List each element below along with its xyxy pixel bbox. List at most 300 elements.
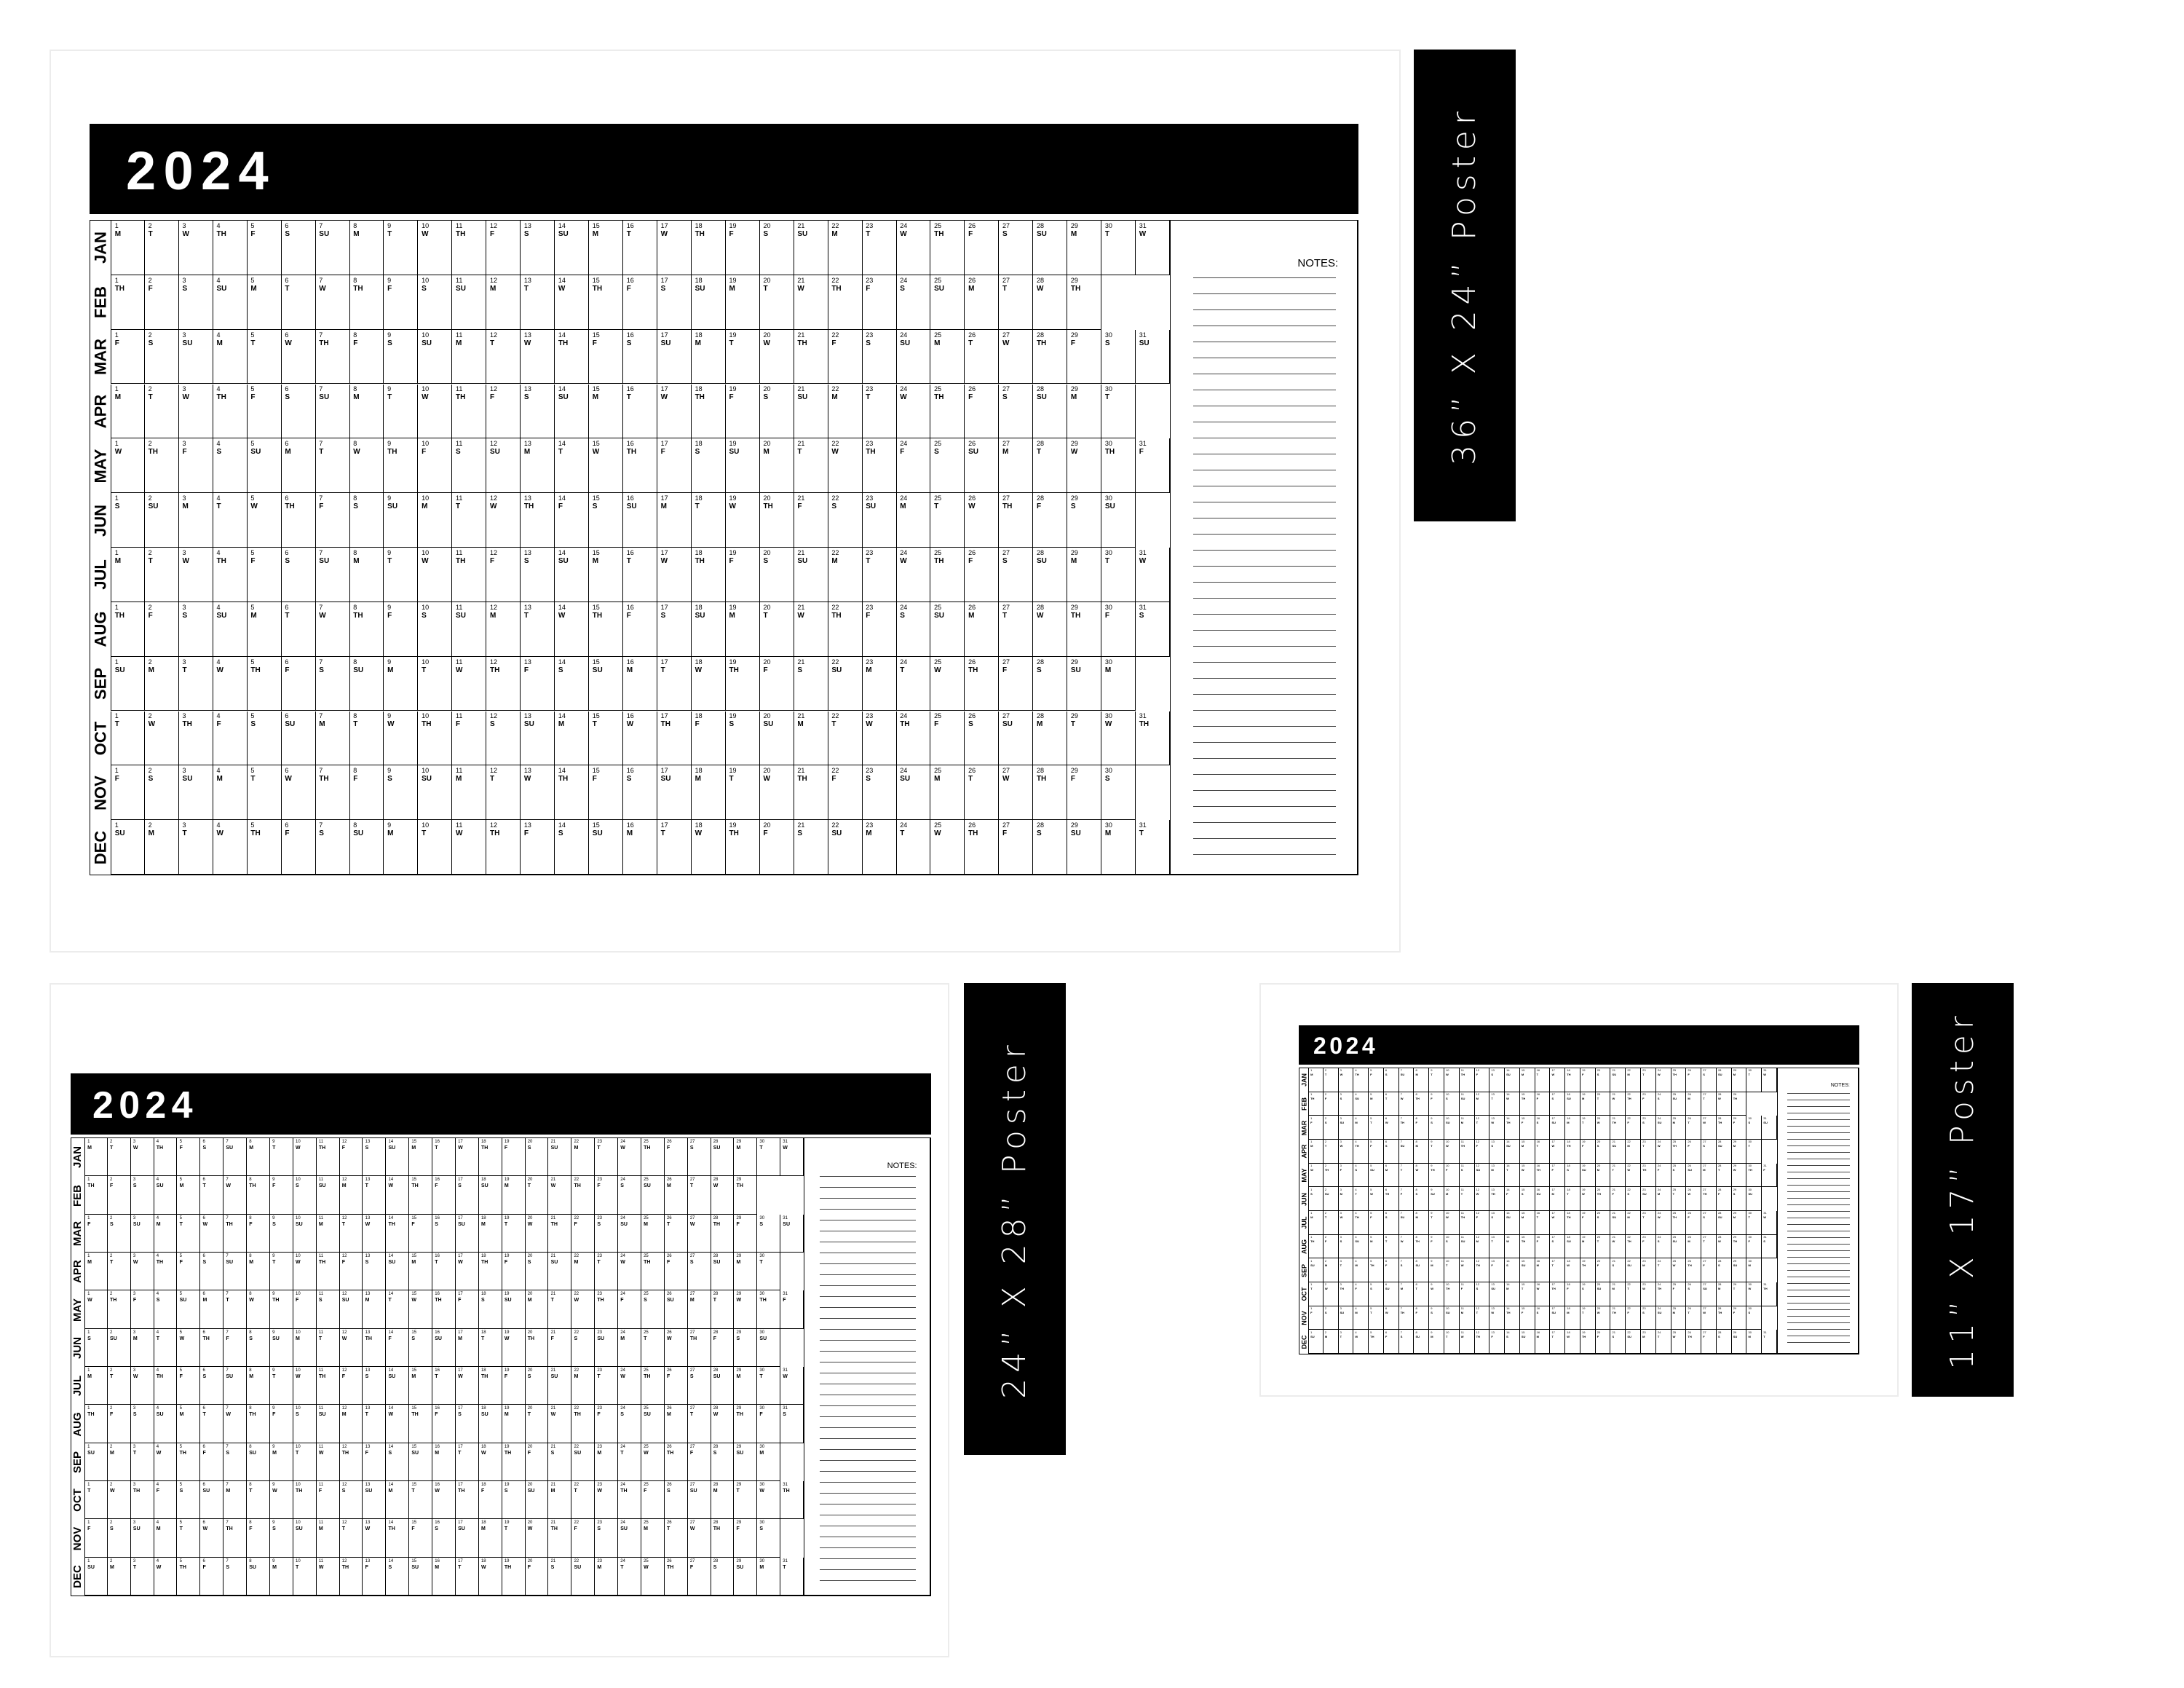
day-cell[interactable] — [179, 765, 213, 820]
day-cell[interactable] — [1656, 1306, 1671, 1330]
day-cell[interactable] — [1369, 1068, 1384, 1092]
day-cell[interactable] — [502, 1443, 526, 1481]
day-cell[interactable] — [213, 330, 248, 384]
day-cell[interactable] — [1520, 1282, 1535, 1306]
day-cell[interactable] — [456, 1176, 479, 1214]
day-cell[interactable] — [1475, 1164, 1490, 1188]
day-cell[interactable] — [1324, 1235, 1339, 1259]
day-cell[interactable] — [1399, 1235, 1415, 1259]
day-cell[interactable] — [248, 438, 282, 493]
day-cell[interactable] — [757, 1443, 780, 1481]
day-cell[interactable] — [623, 711, 657, 766]
day-cell[interactable] — [657, 221, 692, 275]
day-cell[interactable] — [479, 1176, 502, 1214]
day-cell[interactable] — [1641, 1116, 1656, 1140]
day-cell[interactable] — [340, 1290, 363, 1328]
day-cell[interactable] — [863, 548, 897, 602]
day-cell[interactable] — [760, 657, 794, 711]
day-cell[interactable] — [1671, 1211, 1690, 1235]
day-cell[interactable] — [623, 820, 657, 875]
day-cell[interactable] — [1626, 1140, 1641, 1164]
day-cell[interactable] — [760, 602, 794, 657]
day-cell[interactable] — [84, 1519, 108, 1557]
day-cell[interactable] — [1460, 1258, 1475, 1282]
day-cell[interactable] — [555, 602, 589, 657]
day-cell[interactable] — [1067, 221, 1101, 275]
day-cell[interactable] — [1641, 1068, 1656, 1092]
day-cell[interactable] — [452, 711, 486, 766]
day-cell[interactable] — [486, 765, 521, 820]
day-cell[interactable] — [247, 1138, 270, 1176]
day-cell[interactable] — [618, 1253, 641, 1290]
day-cell[interactable] — [1384, 1211, 1399, 1235]
day-cell[interactable] — [1717, 1211, 1732, 1235]
day-cell[interactable] — [1732, 1306, 1747, 1330]
day-cell[interactable] — [317, 1481, 340, 1519]
day-cell[interactable] — [526, 1215, 549, 1253]
day-cell[interactable] — [1101, 820, 1136, 875]
day-cell[interactable] — [1610, 1187, 1626, 1211]
day-cell[interactable] — [145, 275, 179, 330]
day-cell[interactable] — [317, 1176, 340, 1214]
day-cell[interactable] — [363, 1176, 386, 1214]
day-cell[interactable] — [145, 820, 179, 875]
day-cell[interactable] — [1067, 493, 1101, 548]
day-cell[interactable] — [1505, 1235, 1520, 1259]
day-cell[interactable] — [641, 1253, 665, 1290]
day-cell[interactable] — [1550, 1211, 1565, 1235]
day-cell[interactable] — [1520, 1164, 1535, 1188]
day-cell[interactable] — [692, 765, 726, 820]
day-cell[interactable] — [641, 1405, 665, 1443]
day-cell[interactable] — [757, 1329, 780, 1367]
day-cell[interactable] — [1746, 1164, 1762, 1188]
day-cell[interactable] — [571, 1481, 595, 1519]
day-cell[interactable] — [595, 1329, 618, 1367]
day-cell[interactable] — [1444, 1330, 1460, 1354]
day-cell[interactable] — [1067, 602, 1101, 657]
day-cell[interactable] — [1489, 1068, 1505, 1092]
day-cell[interactable] — [248, 657, 282, 711]
day-cell[interactable] — [1641, 1211, 1656, 1235]
day-cell[interactable] — [595, 1443, 618, 1481]
day-cell[interactable] — [828, 820, 863, 875]
day-cell[interactable] — [409, 1215, 432, 1253]
day-cell[interactable] — [1596, 1068, 1611, 1092]
day-cell[interactable] — [526, 1138, 549, 1176]
day-cell[interactable] — [1384, 1092, 1399, 1116]
day-cell[interactable] — [409, 1519, 432, 1557]
day-cell[interactable] — [452, 657, 486, 711]
day-cell[interactable] — [84, 1176, 108, 1214]
day-cell[interactable] — [1414, 1068, 1429, 1092]
day-cell[interactable] — [734, 1176, 757, 1214]
day-cell[interactable] — [1565, 1235, 1580, 1259]
day-cell[interactable] — [340, 1367, 363, 1405]
day-cell[interactable] — [293, 1176, 317, 1214]
day-cell[interactable] — [418, 330, 452, 384]
day-cell[interactable] — [486, 221, 521, 275]
day-cell[interactable] — [108, 1405, 131, 1443]
day-cell[interactable] — [1580, 1116, 1596, 1140]
day-cell[interactable] — [828, 384, 863, 439]
day-cell[interactable] — [757, 1290, 780, 1328]
day-cell[interactable] — [641, 1176, 665, 1214]
day-cell[interactable] — [223, 1405, 247, 1443]
day-cell[interactable] — [618, 1176, 641, 1214]
day-cell[interactable] — [1762, 1068, 1777, 1092]
day-cell[interactable] — [1384, 1306, 1399, 1330]
day-cell[interactable] — [282, 330, 316, 384]
day-cell[interactable] — [293, 1443, 317, 1481]
day-cell[interactable] — [1505, 1258, 1520, 1282]
day-cell[interactable] — [548, 1215, 571, 1253]
day-cell[interactable] — [1656, 1068, 1671, 1092]
day-cell[interactable] — [521, 765, 555, 820]
day-cell[interactable] — [780, 1290, 804, 1328]
day-cell[interactable] — [757, 1558, 780, 1596]
day-cell[interactable] — [760, 438, 794, 493]
day-cell[interactable] — [1626, 1282, 1641, 1306]
day-cell[interactable] — [1701, 1187, 1717, 1211]
day-cell[interactable] — [452, 820, 486, 875]
day-cell[interactable] — [248, 493, 282, 548]
day-cell[interactable] — [1460, 1068, 1475, 1092]
day-cell[interactable] — [248, 330, 282, 384]
day-cell[interactable] — [657, 820, 692, 875]
day-cell[interactable] — [1414, 1187, 1429, 1211]
day-cell[interactable] — [200, 1176, 223, 1214]
day-cell[interactable] — [1656, 1258, 1671, 1282]
day-cell[interactable] — [350, 657, 384, 711]
day-cell[interactable] — [1505, 1164, 1520, 1188]
day-cell[interactable] — [828, 330, 863, 384]
day-cell[interactable] — [734, 1253, 757, 1290]
day-cell[interactable] — [1580, 1068, 1596, 1092]
day-cell[interactable] — [548, 1558, 571, 1596]
day-cell[interactable] — [111, 384, 145, 439]
day-cell[interactable] — [734, 1367, 757, 1405]
day-cell[interactable] — [1384, 1235, 1399, 1259]
day-cell[interactable] — [571, 1367, 595, 1405]
day-cell[interactable] — [1610, 1235, 1626, 1259]
day-cell[interactable] — [1489, 1258, 1505, 1282]
day-cell[interactable] — [316, 711, 350, 766]
day-cell[interactable] — [432, 1215, 456, 1253]
day-cell[interactable] — [726, 657, 760, 711]
day-cell[interactable] — [200, 1138, 223, 1176]
day-cell[interactable] — [665, 1138, 688, 1176]
day-cell[interactable] — [760, 548, 794, 602]
day-cell[interactable] — [999, 548, 1033, 602]
day-cell[interactable] — [1369, 1164, 1384, 1188]
day-cell[interactable] — [1520, 1306, 1535, 1330]
day-cell[interactable] — [828, 711, 863, 766]
day-cell[interactable] — [1444, 1092, 1460, 1116]
day-cell[interactable] — [863, 602, 897, 657]
day-cell[interactable] — [521, 275, 555, 330]
day-cell[interactable] — [999, 384, 1033, 439]
day-cell[interactable] — [270, 1558, 293, 1596]
day-cell[interactable] — [282, 221, 316, 275]
day-cell[interactable] — [317, 1405, 340, 1443]
day-cell[interactable] — [1353, 1306, 1369, 1330]
day-cell[interactable] — [316, 765, 350, 820]
day-cell[interactable] — [794, 493, 828, 548]
day-cell[interactable] — [521, 221, 555, 275]
day-cell[interactable] — [1732, 1282, 1747, 1306]
day-cell[interactable] — [692, 548, 726, 602]
day-cell[interactable] — [111, 602, 145, 657]
day-cell[interactable] — [200, 1215, 223, 1253]
day-cell[interactable] — [247, 1215, 270, 1253]
day-cell[interactable] — [502, 1138, 526, 1176]
day-cell[interactable] — [1656, 1092, 1671, 1116]
day-cell[interactable] — [1067, 711, 1101, 766]
day-cell[interactable] — [1067, 275, 1101, 330]
day-cell[interactable] — [1429, 1116, 1444, 1140]
day-cell[interactable] — [897, 711, 931, 766]
day-cell[interactable] — [111, 657, 145, 711]
day-cell[interactable] — [84, 1329, 108, 1367]
day-cell[interactable] — [270, 1138, 293, 1176]
day-cell[interactable] — [1033, 330, 1067, 384]
day-cell[interactable] — [1717, 1330, 1732, 1354]
day-cell[interactable] — [726, 711, 760, 766]
day-cell[interactable] — [1686, 1258, 1701, 1282]
day-cell[interactable] — [452, 438, 486, 493]
day-cell[interactable] — [1505, 1092, 1520, 1116]
day-cell[interactable] — [618, 1290, 641, 1328]
day-cell[interactable] — [734, 1481, 757, 1519]
day-cell[interactable] — [1414, 1330, 1429, 1354]
day-cell[interactable] — [270, 1405, 293, 1443]
day-cell[interactable] — [1101, 602, 1136, 657]
day-cell[interactable] — [1610, 1164, 1626, 1188]
day-cell[interactable] — [930, 275, 965, 330]
day-cell[interactable] — [665, 1367, 688, 1405]
day-cell[interactable] — [1353, 1282, 1369, 1306]
day-cell[interactable] — [1746, 1258, 1762, 1282]
day-cell[interactable] — [1535, 1235, 1551, 1259]
day-cell[interactable] — [154, 1481, 178, 1519]
day-cell[interactable] — [84, 1481, 108, 1519]
day-cell[interactable] — [456, 1138, 479, 1176]
day-cell[interactable] — [1656, 1330, 1671, 1354]
day-cell[interactable] — [1701, 1211, 1717, 1235]
day-cell[interactable] — [863, 438, 897, 493]
day-cell[interactable] — [248, 765, 282, 820]
day-cell[interactable] — [409, 1253, 432, 1290]
day-cell[interactable] — [1324, 1140, 1339, 1164]
day-cell[interactable] — [589, 384, 623, 439]
day-cell[interactable] — [930, 711, 965, 766]
day-cell[interactable] — [760, 221, 794, 275]
day-cell[interactable] — [1444, 1164, 1460, 1188]
day-cell[interactable] — [595, 1405, 618, 1443]
day-cell[interactable] — [595, 1176, 618, 1214]
day-cell[interactable] — [618, 1558, 641, 1596]
day-cell[interactable] — [726, 384, 760, 439]
day-cell[interactable] — [1520, 1211, 1535, 1235]
day-cell[interactable] — [1505, 1282, 1520, 1306]
day-cell[interactable] — [757, 1405, 780, 1443]
day-cell[interactable] — [247, 1367, 270, 1405]
day-cell[interactable] — [131, 1176, 154, 1214]
day-cell[interactable] — [1535, 1330, 1554, 1354]
day-cell[interactable] — [1505, 1306, 1520, 1330]
day-cell[interactable] — [84, 1290, 108, 1328]
day-cell[interactable] — [623, 548, 657, 602]
day-cell[interactable] — [502, 1558, 526, 1596]
day-cell[interactable] — [1671, 1068, 1690, 1092]
day-cell[interactable] — [1339, 1258, 1357, 1282]
day-cell[interactable] — [1565, 1092, 1580, 1116]
day-cell[interactable] — [409, 1290, 432, 1328]
day-cell[interactable] — [1671, 1164, 1687, 1188]
day-cell[interactable] — [794, 438, 828, 493]
day-cell[interactable] — [340, 1443, 363, 1481]
day-cell[interactable] — [200, 1558, 223, 1596]
day-cell[interactable] — [179, 330, 213, 384]
day-cell[interactable] — [1671, 1258, 1687, 1282]
day-cell[interactable] — [456, 1443, 479, 1481]
day-cell[interactable] — [1101, 765, 1136, 820]
day-cell[interactable] — [1399, 1187, 1418, 1211]
day-cell[interactable] — [1136, 221, 1170, 275]
day-cell[interactable] — [863, 221, 897, 275]
day-cell[interactable] — [1746, 1306, 1762, 1330]
day-cell[interactable] — [1746, 1116, 1762, 1140]
day-cell[interactable] — [1641, 1235, 1656, 1259]
day-cell[interactable] — [780, 1481, 804, 1519]
day-cell[interactable] — [84, 1215, 108, 1253]
day-cell[interactable] — [665, 1329, 688, 1367]
day-cell[interactable] — [965, 221, 999, 275]
day-cell[interactable] — [1626, 1068, 1641, 1092]
day-cell[interactable] — [1717, 1258, 1732, 1282]
day-cell[interactable] — [1580, 1211, 1596, 1235]
day-cell[interactable] — [1353, 1092, 1369, 1116]
day-cell[interactable] — [270, 1519, 293, 1557]
day-cell[interactable] — [555, 275, 589, 330]
day-cell[interactable] — [1353, 1330, 1369, 1354]
day-cell[interactable] — [502, 1253, 526, 1290]
day-cell[interactable] — [502, 1519, 526, 1557]
day-cell[interactable] — [1339, 1116, 1357, 1140]
day-cell[interactable] — [154, 1176, 178, 1214]
day-cell[interactable] — [657, 384, 692, 439]
day-cell[interactable] — [479, 1329, 502, 1367]
day-cell[interactable] — [930, 548, 965, 602]
day-cell[interactable] — [1717, 1306, 1732, 1330]
day-cell[interactable] — [548, 1519, 571, 1557]
day-cell[interactable] — [316, 548, 350, 602]
day-cell[interactable] — [999, 493, 1033, 548]
day-cell[interactable] — [1550, 1140, 1565, 1164]
day-cell[interactable] — [177, 1558, 200, 1596]
day-cell[interactable] — [548, 1481, 571, 1519]
day-cell[interactable] — [479, 1367, 502, 1405]
day-cell[interactable] — [897, 221, 931, 275]
day-cell[interactable] — [618, 1443, 641, 1481]
day-cell[interactable] — [177, 1176, 200, 1214]
day-cell[interactable] — [1324, 1092, 1339, 1116]
day-cell[interactable] — [418, 221, 452, 275]
day-cell[interactable] — [665, 1405, 688, 1443]
day-cell[interactable] — [1626, 1187, 1641, 1211]
day-cell[interactable] — [1444, 1211, 1460, 1235]
day-cell[interactable] — [432, 1405, 456, 1443]
day-cell[interactable] — [757, 1367, 780, 1405]
day-cell[interactable] — [177, 1215, 200, 1253]
day-cell[interactable] — [521, 384, 555, 439]
day-cell[interactable] — [1565, 1258, 1580, 1282]
day-cell[interactable] — [84, 1405, 108, 1443]
day-cell[interactable] — [386, 1405, 409, 1443]
day-cell[interactable] — [502, 1215, 526, 1253]
day-cell[interactable] — [571, 1558, 595, 1596]
day-cell[interactable] — [1414, 1211, 1429, 1235]
day-cell[interactable] — [618, 1405, 641, 1443]
day-cell[interactable] — [1489, 1187, 1505, 1211]
day-cell[interactable] — [1489, 1235, 1505, 1259]
day-cell[interactable] — [1414, 1235, 1429, 1259]
day-cell[interactable] — [316, 493, 350, 548]
day-cell[interactable] — [1444, 1116, 1460, 1140]
day-cell[interactable] — [863, 711, 897, 766]
day-cell[interactable] — [418, 765, 452, 820]
day-cell[interactable] — [1746, 1068, 1762, 1092]
day-cell[interactable] — [897, 657, 931, 711]
day-cell[interactable] — [432, 1519, 456, 1557]
day-cell[interactable] — [1489, 1140, 1505, 1164]
day-cell[interactable] — [589, 221, 623, 275]
day-cell[interactable] — [526, 1290, 549, 1328]
day-cell[interactable] — [760, 493, 794, 548]
day-cell[interactable] — [1626, 1116, 1641, 1140]
day-cell[interactable] — [589, 330, 623, 384]
day-cell[interactable] — [418, 820, 452, 875]
day-cell[interactable] — [213, 820, 248, 875]
day-cell[interactable] — [479, 1519, 502, 1557]
day-cell[interactable] — [316, 602, 350, 657]
day-cell[interactable] — [145, 765, 179, 820]
day-cell[interactable] — [1701, 1306, 1717, 1330]
day-cell[interactable] — [384, 493, 418, 548]
day-cell[interactable] — [1369, 1116, 1384, 1140]
day-cell[interactable] — [780, 1215, 804, 1253]
day-cell[interactable] — [1489, 1116, 1505, 1140]
day-cell[interactable] — [897, 330, 931, 384]
day-cell[interactable] — [1656, 1282, 1671, 1306]
day-cell[interactable] — [1339, 1330, 1357, 1354]
day-cell[interactable] — [1460, 1282, 1475, 1306]
day-cell[interactable] — [145, 384, 179, 439]
day-cell[interactable] — [1308, 1092, 1327, 1116]
day-cell[interactable] — [1505, 1116, 1520, 1140]
day-cell[interactable] — [618, 1215, 641, 1253]
day-cell[interactable] — [1671, 1092, 1687, 1116]
day-cell[interactable] — [1475, 1187, 1490, 1211]
day-cell[interactable] — [1686, 1330, 1701, 1354]
day-cell[interactable] — [177, 1329, 200, 1367]
day-cell[interactable] — [154, 1253, 178, 1290]
day-cell[interactable] — [486, 820, 521, 875]
day-cell[interactable] — [223, 1215, 247, 1253]
day-cell[interactable] — [108, 1519, 131, 1557]
day-cell[interactable] — [930, 765, 965, 820]
